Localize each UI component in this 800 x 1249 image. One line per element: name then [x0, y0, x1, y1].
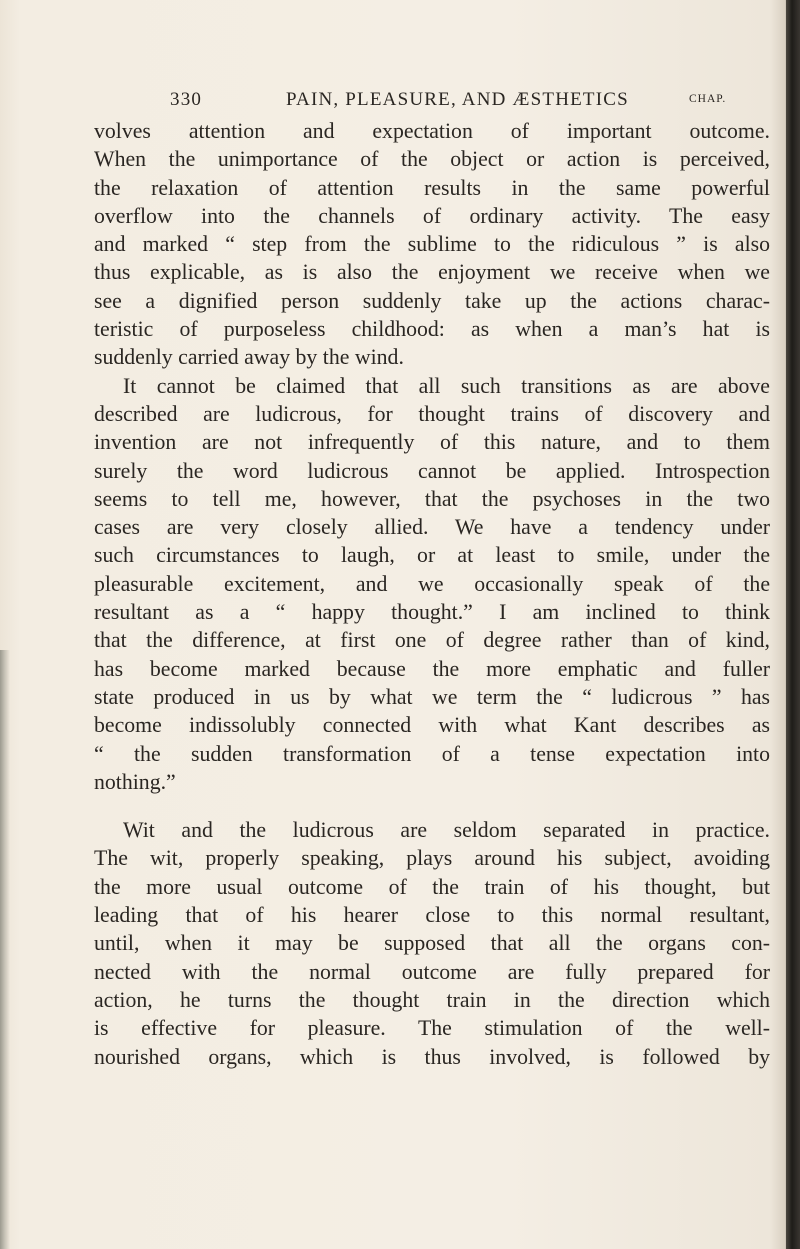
text-line: leading that of his hearer close to this normal resultant, [94, 903, 770, 928]
binding-shadow [0, 650, 10, 1249]
text-line: the relaxation of attention results in the same powerful [94, 175, 770, 200]
text-line: become indissolubly connected with what Kant describes as [94, 713, 770, 738]
text-line: described are ludicrous, for thought trains of discovery and [94, 401, 770, 426]
text-line: The wit, properly speaking, plays around his subject, avoiding [94, 846, 770, 871]
text-line: such circumstances to laugh, or at least to smile, under the [94, 543, 770, 568]
page-number: 330 [170, 89, 203, 110]
text-line: action, he turns the thought train in the direction which [94, 987, 770, 1012]
text-line: teristic of purposeless childhood: as when a man’s hat is [94, 317, 770, 342]
text-line: nected with the normal outcome are fully prepared for [94, 959, 770, 984]
text-line: resultant as a “ happy thought.” I am inclined to think [94, 600, 770, 625]
paragraph-spacer [94, 796, 770, 816]
running-title: PAIN, PLEASURE, AND ÆSTHETICS [286, 89, 629, 110]
paragraph-1 [94, 117, 770, 372]
chapter-label: CHAP. [689, 93, 727, 105]
text-line: pleasurable excitement, and we occasionally speak of the [94, 571, 770, 596]
text-line: until, when it may be supposed that all the organs con- [94, 931, 770, 956]
text-line: invention are not infrequently of this nature, and to them [94, 430, 770, 455]
text-line: volves attention and expectation of important outcome. [94, 119, 770, 143]
text-line: seems to tell me, however, that the psychoses in the two [94, 486, 770, 511]
text-line: “ the sudden transformation of a tense expectation into [94, 741, 770, 766]
text-line: state produced in us by what we term the “ ludicrous ” has [94, 684, 770, 709]
text-line: thus explicable, as is also the enjoyment we receive when we [94, 260, 770, 285]
text-line: the more usual outcome of the train of his thought, but [94, 874, 770, 899]
text-line: nourished organs, which is thus involved, is followed by [94, 1044, 770, 1069]
text-line: surely the word ludicrous cannot be applied. Introspection [94, 458, 770, 483]
text-line: Wit and the ludicrous are seldom separated in practice. [123, 818, 770, 843]
text-line: overflow into the channels of ordinary activity. The easy [94, 203, 770, 228]
text-line: nothing.” [94, 769, 176, 794]
text-line: that the difference, at first one of degree rather than of kind, [94, 628, 770, 653]
paragraph-3 [94, 816, 770, 1071]
text-line: cases are very closely allied. We have a tendency under [94, 515, 770, 540]
running-header [170, 89, 770, 115]
text-line: has become marked because the more emphatic and fuller [94, 656, 770, 681]
text-line: When the unimportance of the object or action is perceived, [94, 147, 770, 172]
body-text [94, 117, 770, 1071]
page-edge-shadow [786, 0, 800, 1249]
text-line: suddenly carried away by the wind. [94, 345, 404, 370]
text-line: is effective for pleasure. The stimulation of the well- [94, 1016, 770, 1041]
paragraph-2 [94, 372, 770, 796]
text-line: It cannot be claimed that all such transitions as are above [123, 373, 770, 398]
text-line: see a dignified person suddenly take up the actions charac- [94, 288, 770, 313]
text-line: and marked “ step from the sublime to the ridiculous ” is also [94, 232, 770, 257]
